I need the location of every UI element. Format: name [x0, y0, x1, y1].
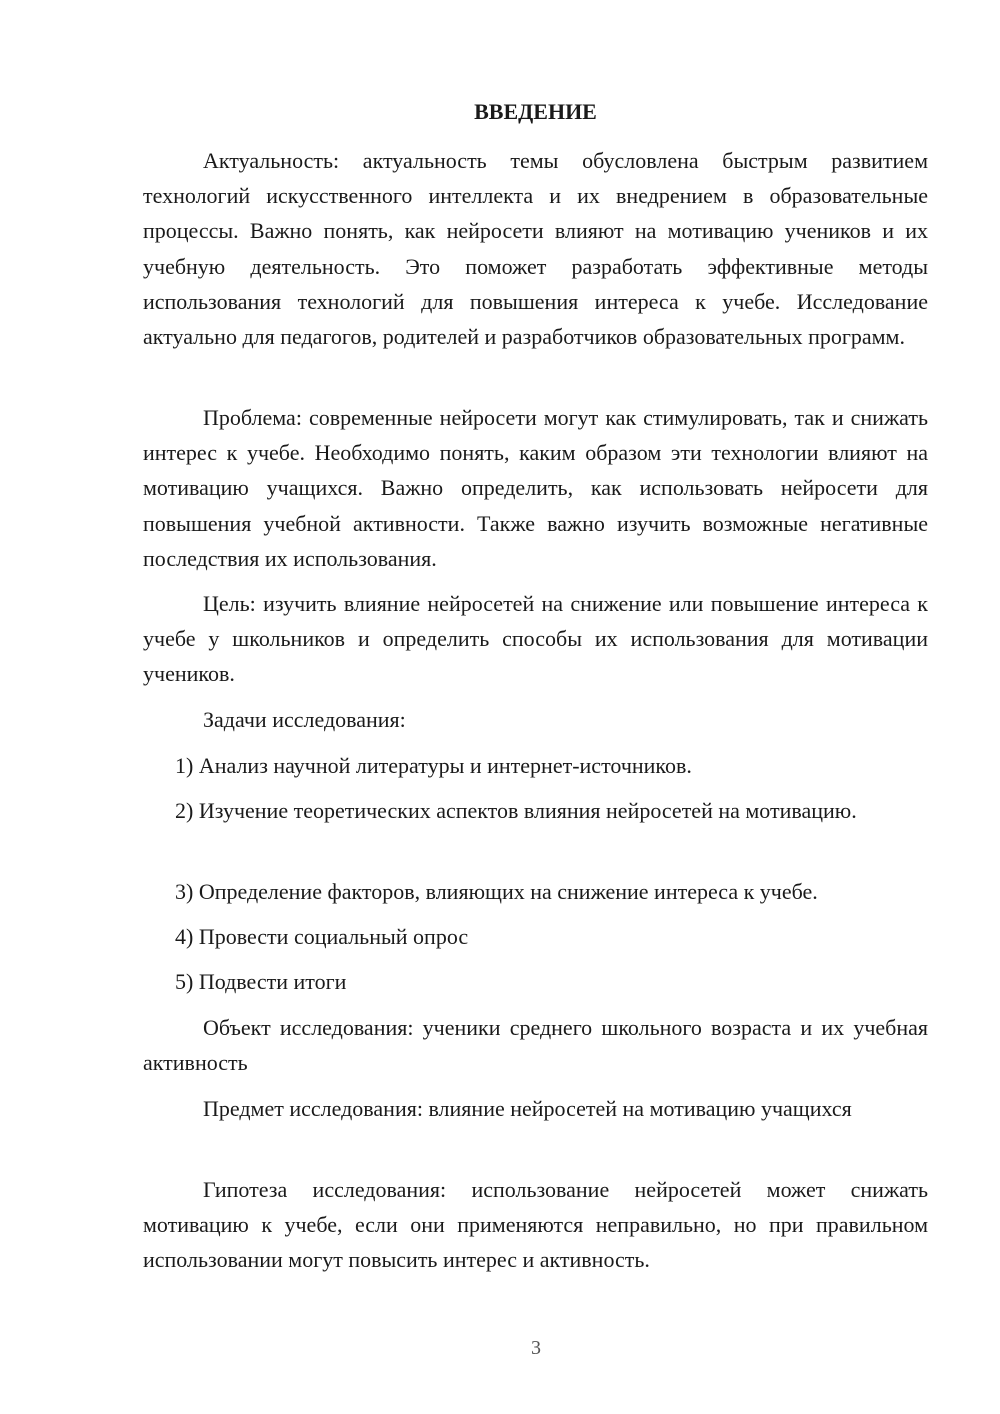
task-item-3: 3) Определение факторов, влияющих на снижение интереса к учебе.	[175, 879, 818, 904]
paragraph-goal: Цель: изучить влияние нейросетей на снижение или повышение интереса к учебе у школьников и определить способы их использования для мотивации учеников.	[143, 591, 928, 687]
page-title: ВВЕДЕНИЕ	[474, 99, 597, 124]
task-item-2: 2) Изучение теоретических аспектов влияния нейросетей на мотивацию.	[175, 798, 857, 823]
tasks-heading: Задачи исследования:	[203, 707, 406, 732]
page-number: 3	[531, 1337, 541, 1359]
paragraph-object: Объект исследования: ученики среднего школьного возраста и их учебная активность	[143, 1015, 928, 1076]
task-item-5: 5) Подвести итоги	[175, 969, 347, 994]
task-item-4: 4) Провести социальный опрос	[175, 924, 469, 949]
paragraph-problem: Проблема: современные нейросети могут как стимулировать, так и снижать интерес к учебе. Необходимо понять, каким образом эти технологии влияют на мотивацию учащихся. Важно определить, как использовать нейросети для повышения учебной активности. Также важно изучить возможные негативные последствия их использования.	[143, 405, 928, 571]
task-item-1: 1) Анализ научной литературы и интернет-источников.	[175, 753, 692, 778]
paragraph-subject: Предмет исследования: влияние нейросетей на мотивацию учащихся	[203, 1096, 852, 1121]
paragraph-hypothesis: Гипотеза исследования: использование нейросетей может снижать мотивацию к учебе, если они применяются неправильно, но при правильном использовании могут повысить интерес и активность.	[143, 1177, 928, 1273]
paragraph-relevance: Актуальность: актуальность темы обусловлена быстрым развитием технологий искусственного интеллекта и их внедрением в образовательные процессы. Важно понять, как нейросети влияют на мотивацию учеников и их учебную деятельность. Это поможет разработать эффективные методы использования технологий для повышения интереса к учебе. Исследование актуально для педагогов, родителей и разработчиков образовательных программ.	[143, 148, 928, 350]
